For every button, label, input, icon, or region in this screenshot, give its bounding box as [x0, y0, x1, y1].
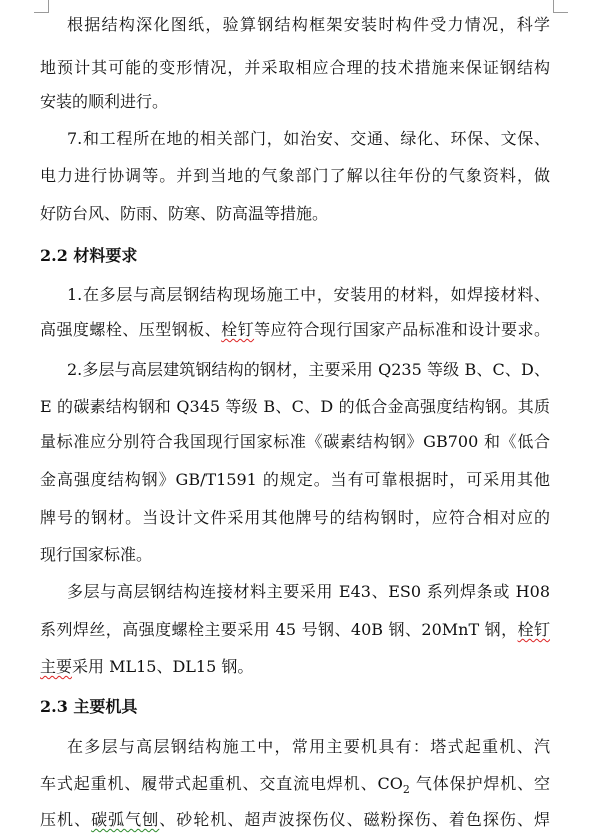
paragraph-line [40, 620, 550, 640]
paragraph-line [40, 657, 550, 677]
text-run: 系列焊丝，高强度螺栓主要采用 45 号钢、40B 钢、20MnT 钢， [40, 620, 518, 639]
spellcheck-flagged-word[interactable]: 栓钉 [517, 620, 550, 639]
section-heading: 2.3 主要机具 [40, 697, 138, 716]
page-corner-mark-left [34, 0, 49, 13]
paragraph-line: 电力进行协调等。并到当地的气象部门了解以往年份的气象资料，做 [40, 166, 550, 185]
paragraph-line: 牌号的钢材。当设计文件采用其他牌号的结构钢时，应符合相对应的 [40, 508, 550, 527]
paragraph-line [40, 774, 550, 797]
paragraph-line: 金高强度结构钢》GB/T1591 的规定。当有可靠根据时，可采用其他 [40, 470, 550, 489]
grammar-flagged-word[interactable]: 碳弧气刨 [91, 810, 160, 829]
paragraph-line: 7.和工程所在地的相关部门，如治安、交通、绿化、环保、文保、 [67, 129, 550, 148]
text-run: 等应符合现行国家产品标准和设计要求。 [254, 320, 550, 339]
text-run: 高强度螺栓、压型钢板、 [40, 320, 222, 339]
text-run: 、砂轮机、超声波探伤仪、磁粉探伤、着色探伤、焊 [159, 810, 550, 829]
paragraph-line: 好防台风、防雨、防寒、防高温等措施。 [40, 204, 329, 223]
paragraph-line: 多层与高层钢结构连接材料主要采用 E43、ES0 系列焊条或 H08 [67, 582, 550, 601]
subscript-text: 2 [402, 783, 410, 797]
text-run: 压机、 [40, 810, 92, 829]
text-run: 气体保护焊机、空 [409, 774, 550, 793]
paragraph-line: 现行国家标准。 [40, 545, 153, 564]
paragraph-line: 1.在多层与高层钢结构现场施工中，安装用的材料，如焊接材料、 [67, 285, 550, 304]
paragraph-line: 在多层与高层钢结构施工中，常用主要机具有：塔式起重机、汽 [67, 737, 550, 756]
spellcheck-flagged-word[interactable]: 主要 [40, 657, 73, 676]
text-run: 车式起重机、履带式起重机、交直流电焊机、CO [40, 774, 403, 793]
paragraph-line [40, 810, 550, 830]
paragraph-line: 安装的顺利进行。 [40, 92, 169, 111]
paragraph-line: E 的碳素结构钢和 Q345 等级 B、C、D 的低合金高强度结构钢。其质 [40, 397, 550, 416]
section-heading: 2.2 材料要求 [40, 246, 138, 265]
paragraph-line [40, 320, 550, 340]
paragraph-line: 2.多层与高层建筑钢结构的钢材，主要采用 Q235 等级 B、C、D、 [67, 360, 550, 379]
spellcheck-flagged-word[interactable]: 栓钉 [221, 320, 255, 339]
paragraph-line: 地预计其可能的变形情况，并采取相应合理的技术措施来保证钢结构 [40, 58, 550, 77]
text-run: 采用 ML15、DL15 钢。 [72, 657, 254, 676]
paragraph-line: 量标准应分别符合我国现行国家标准《碳素结构钢》GB700 和《低合 [40, 432, 550, 451]
page-corner-mark-right [553, 0, 568, 13]
paragraph-line: 根据结构深化图纸，验算钢结构框架安装时构件受力情况，科学 [67, 15, 550, 34]
